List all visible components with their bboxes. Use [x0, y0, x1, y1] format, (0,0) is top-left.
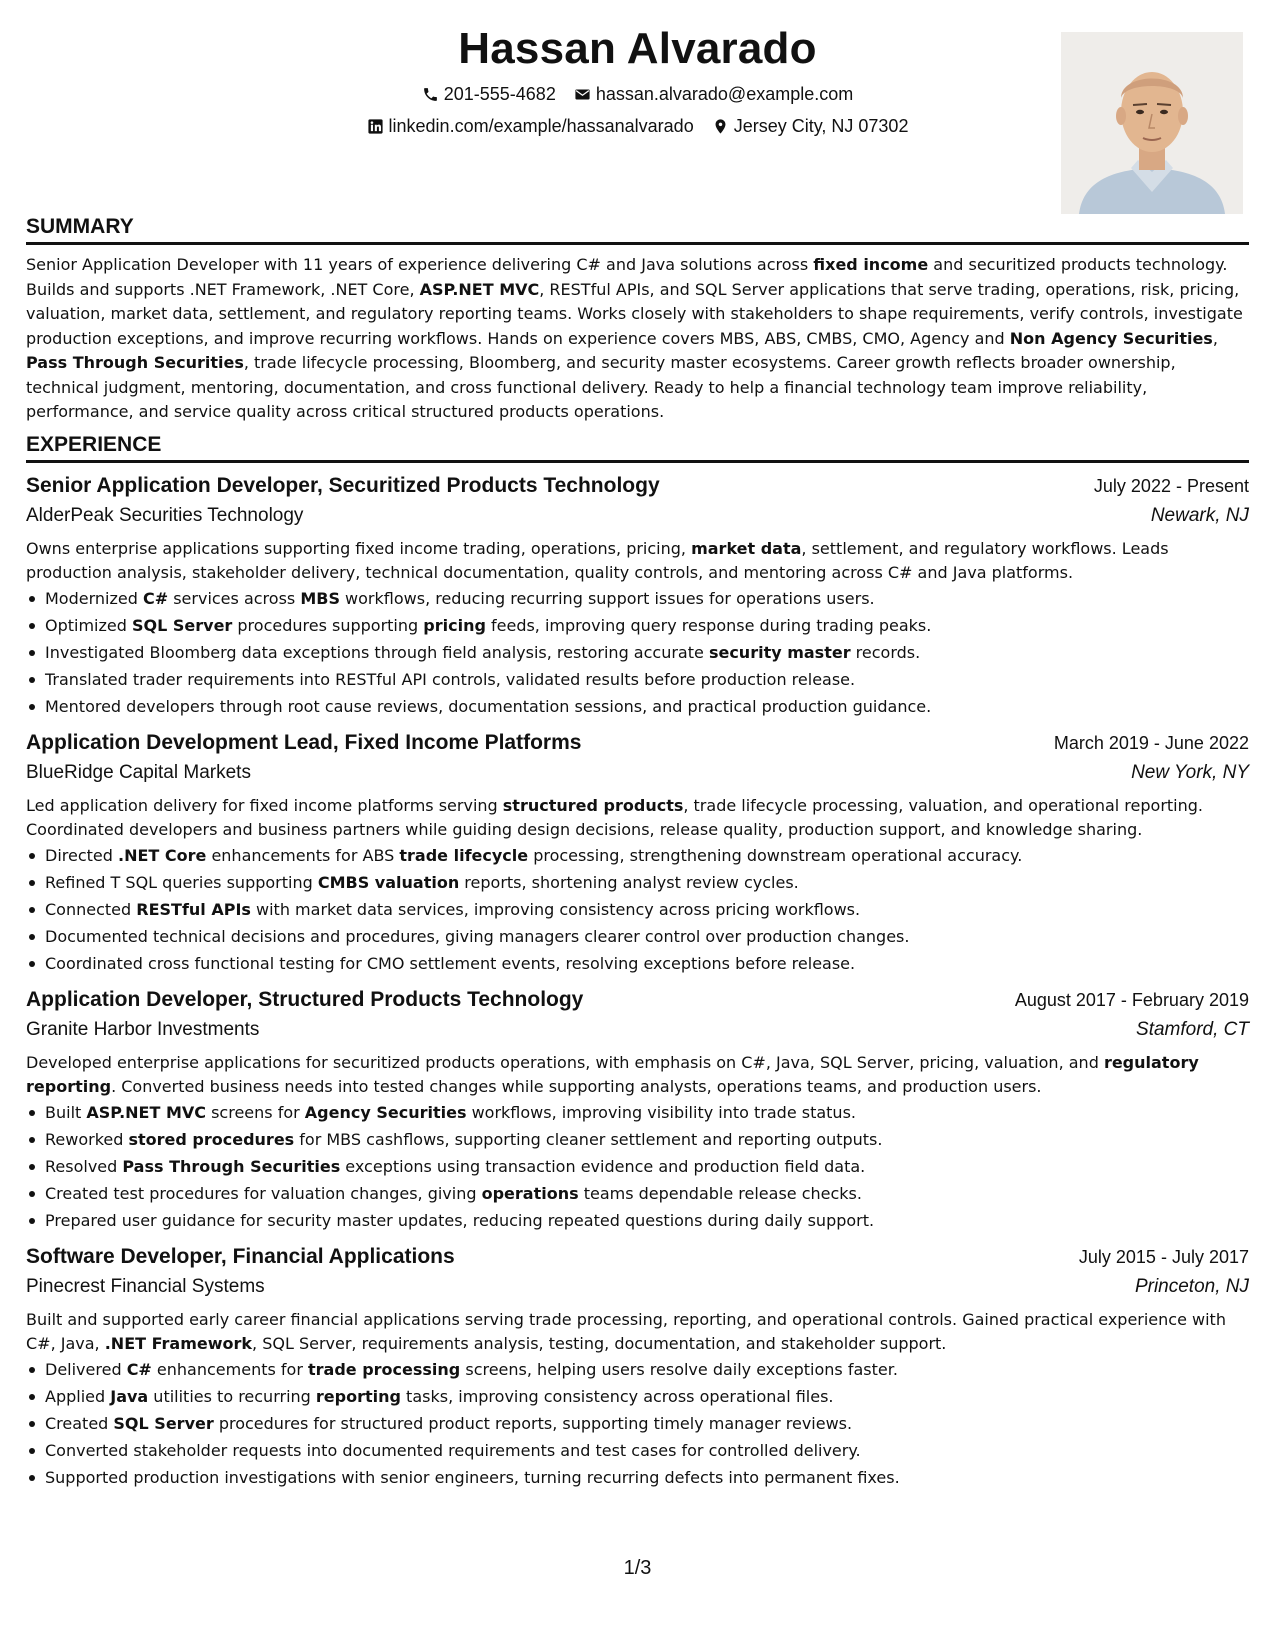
job-bullets	[26, 1356, 1249, 1491]
job-entry	[26, 728, 1249, 977]
phone-icon	[422, 86, 439, 103]
envelope-icon	[574, 86, 591, 103]
job-title: Application Developer, Structured Products Technology	[26, 988, 584, 1011]
job-bullet: Investigated Bloomberg data exceptions through field analysis, restoring accurate security master records.	[26, 639, 1249, 666]
job-location: New York, NY	[1131, 762, 1249, 783]
job-entry	[26, 985, 1249, 1234]
job-bullet: Optimized SQL Server procedures supporting pricing feeds, improving query response during trading peaks.	[26, 612, 1249, 639]
job-description: Developed enterprise applications for securitized products operations, with emphasis on C#, Java, SQL Server, pricing, valuation, and regulatory reporting. Converted business needs into tested changes while supporting analysts, operations teams, and production users.	[26, 1053, 1199, 1096]
email-contact	[574, 78, 853, 110]
job-bullet: Coordinated cross functional testing for CMO settlement events, resolving exceptions before release.	[26, 950, 1249, 977]
job-bullet: Created test procedures for valuation changes, giving operations teams dependable release checks.	[26, 1180, 1249, 1207]
summary-section	[26, 213, 1249, 425]
job-bullet: Supported production investigations with senior engineers, turning recurring defects into permanent fixes.	[26, 1464, 1249, 1491]
job-entry	[26, 1242, 1249, 1491]
job-description: Owns enterprise applications supporting fixed income trading, operations, pricing, market data, settlement, and regulatory workflows. Leads production analysis, stakeholder delivery, technical documentation, quality controls, and mentoring across C# and Java platforms.	[26, 539, 1169, 582]
phone-number[interactable]: 201-555-4682	[443, 84, 556, 104]
job-bullets	[26, 585, 1249, 720]
job-location: Princeton, NJ	[1134, 1276, 1249, 1297]
profile-photo	[1061, 32, 1243, 214]
linkedin-icon	[367, 118, 384, 135]
job-dates: March 2019 - June 2022	[1053, 733, 1249, 753]
job-bullet: Mentored developers through root cause reviews, documentation sessions, and practical production guidance.	[26, 693, 1249, 720]
company-name: Granite Harbor Investments	[26, 1019, 260, 1040]
job-bullet: Converted stakeholder requests into documented requirements and test cases for controlled delivery.	[26, 1437, 1249, 1464]
company-name: Pinecrest Financial Systems	[26, 1276, 265, 1297]
job-dates: August 2017 - February 2019	[1014, 990, 1249, 1010]
email-address[interactable]: hassan.alvarado@example.com	[595, 84, 854, 104]
experience-section	[26, 431, 1249, 1491]
job-location: Newark, NJ	[1150, 505, 1249, 526]
job-bullet: Refined T SQL queries supporting CMBS valuation reports, shortening analyst review cycles.	[26, 869, 1249, 896]
job-bullet: Prepared user guidance for security master updates, reducing repeated questions during daily support.	[26, 1207, 1249, 1234]
phone-contact	[422, 78, 556, 110]
job-bullet: Translated trader requirements into RESTful API controls, validated results before production release.	[26, 666, 1249, 693]
section-title-summary: SUMMARY	[26, 213, 1249, 245]
linkedin-contact	[367, 110, 694, 142]
job-title: Software Developer, Financial Applications	[26, 1245, 455, 1268]
job-bullets	[26, 842, 1249, 977]
job-title: Senior Application Developer, Securitized Products Technology	[26, 474, 660, 497]
location-text: Jersey City, NJ 07302	[733, 116, 909, 136]
map-pin-icon	[712, 118, 729, 135]
job-bullet: Connected RESTful APIs with market data services, improving consistency across pricing workflows.	[26, 896, 1249, 923]
page-number: 1/3	[623, 1557, 652, 1579]
section-title-experience: EXPERIENCE	[26, 431, 1249, 463]
job-bullet: Built ASP.NET MVC screens for Agency Securities workflows, improving visibility into trade status.	[26, 1099, 1249, 1126]
job-bullet: Resolved Pass Through Securities exceptions using transaction evidence and production field data.	[26, 1153, 1249, 1180]
job-location: Stamford, CT	[1136, 1019, 1249, 1040]
job-bullet: Modernized C# services across MBS workflows, reducing recurring support issues for operations users.	[26, 585, 1249, 612]
job-description: Built and supported early career financial applications serving trade processing, reporting, and operational controls. Gained practical experience with C#, Java, .NET Framework, SQL Server, requirements analysis, testing, documentation, and stakeholder support.	[26, 1310, 1226, 1353]
job-bullet: Directed .NET Core enhancements for ABS trade lifecycle processing, strengthening downstream operational accuracy.	[26, 842, 1249, 869]
job-bullet: Created SQL Server procedures for structured product reports, supporting timely manager reviews.	[26, 1410, 1249, 1437]
job-dates: July 2015 - July 2017	[1078, 1247, 1249, 1267]
resume-page	[26, 0, 1249, 1650]
job-bullet: Applied Java utilities to recurring reporting tasks, improving consistency across operational files.	[26, 1383, 1249, 1410]
job-title: Application Development Lead, Fixed Income Platforms	[26, 731, 582, 754]
job-bullet: Reworked stored procedures for MBS cashflows, supporting cleaner settlement and reporting outputs.	[26, 1126, 1249, 1153]
linkedin-url[interactable]: linkedin.com/example/hassanalvarado	[388, 116, 694, 136]
job-bullet: Delivered C# enhancements for trade processing screens, helping users resolve daily exceptions faster.	[26, 1356, 1249, 1383]
job-dates: July 2022 - Present	[1093, 476, 1249, 496]
summary-text: Senior Application Developer with 11 years of experience delivering C# and Java solutions across fixed income and securitized products technology. Builds and supports .NET Framework, .NET Core, ASP.NET MVC, RESTful APIs, and SQL Server applications that serve trading, operations, risk, pricing, valuation, market data, settlement, and regulatory reporting teams. Works closely with stakeholders to shape requirements, verify controls, investigate production exceptions, and improve recurring workflows. Hands on experience covers MBS, ABS, CMBS, CMO, Agency and Non Agency Securities, Pass Through Securities, trade lifecycle processing, Bloomberg, and security master ecosystems. Career growth reflects broader ownership, technical judgment, mentoring, documentation, and cross functional delivery. Ready to help a financial technology team improve reliability, performance, and service quality across critical structured products operations.	[26, 255, 1243, 421]
job-bullets	[26, 1099, 1249, 1234]
company-name: BlueRidge Capital Markets	[26, 762, 251, 783]
job-bullet: Documented technical decisions and procedures, giving managers clearer control over production changes.	[26, 923, 1249, 950]
job-description: Led application delivery for fixed income platforms serving structured products, trade lifecycle processing, valuation, and operational reporting. Coordinated developers and business partners while guiding design decisions, release quality, production support, and knowledge sharing.	[26, 796, 1203, 839]
job-entry	[26, 471, 1249, 720]
candidate-name: Hassan Alvarado	[458, 24, 817, 73]
company-name: AlderPeak Securities Technology	[26, 505, 304, 526]
location-contact	[712, 110, 909, 142]
